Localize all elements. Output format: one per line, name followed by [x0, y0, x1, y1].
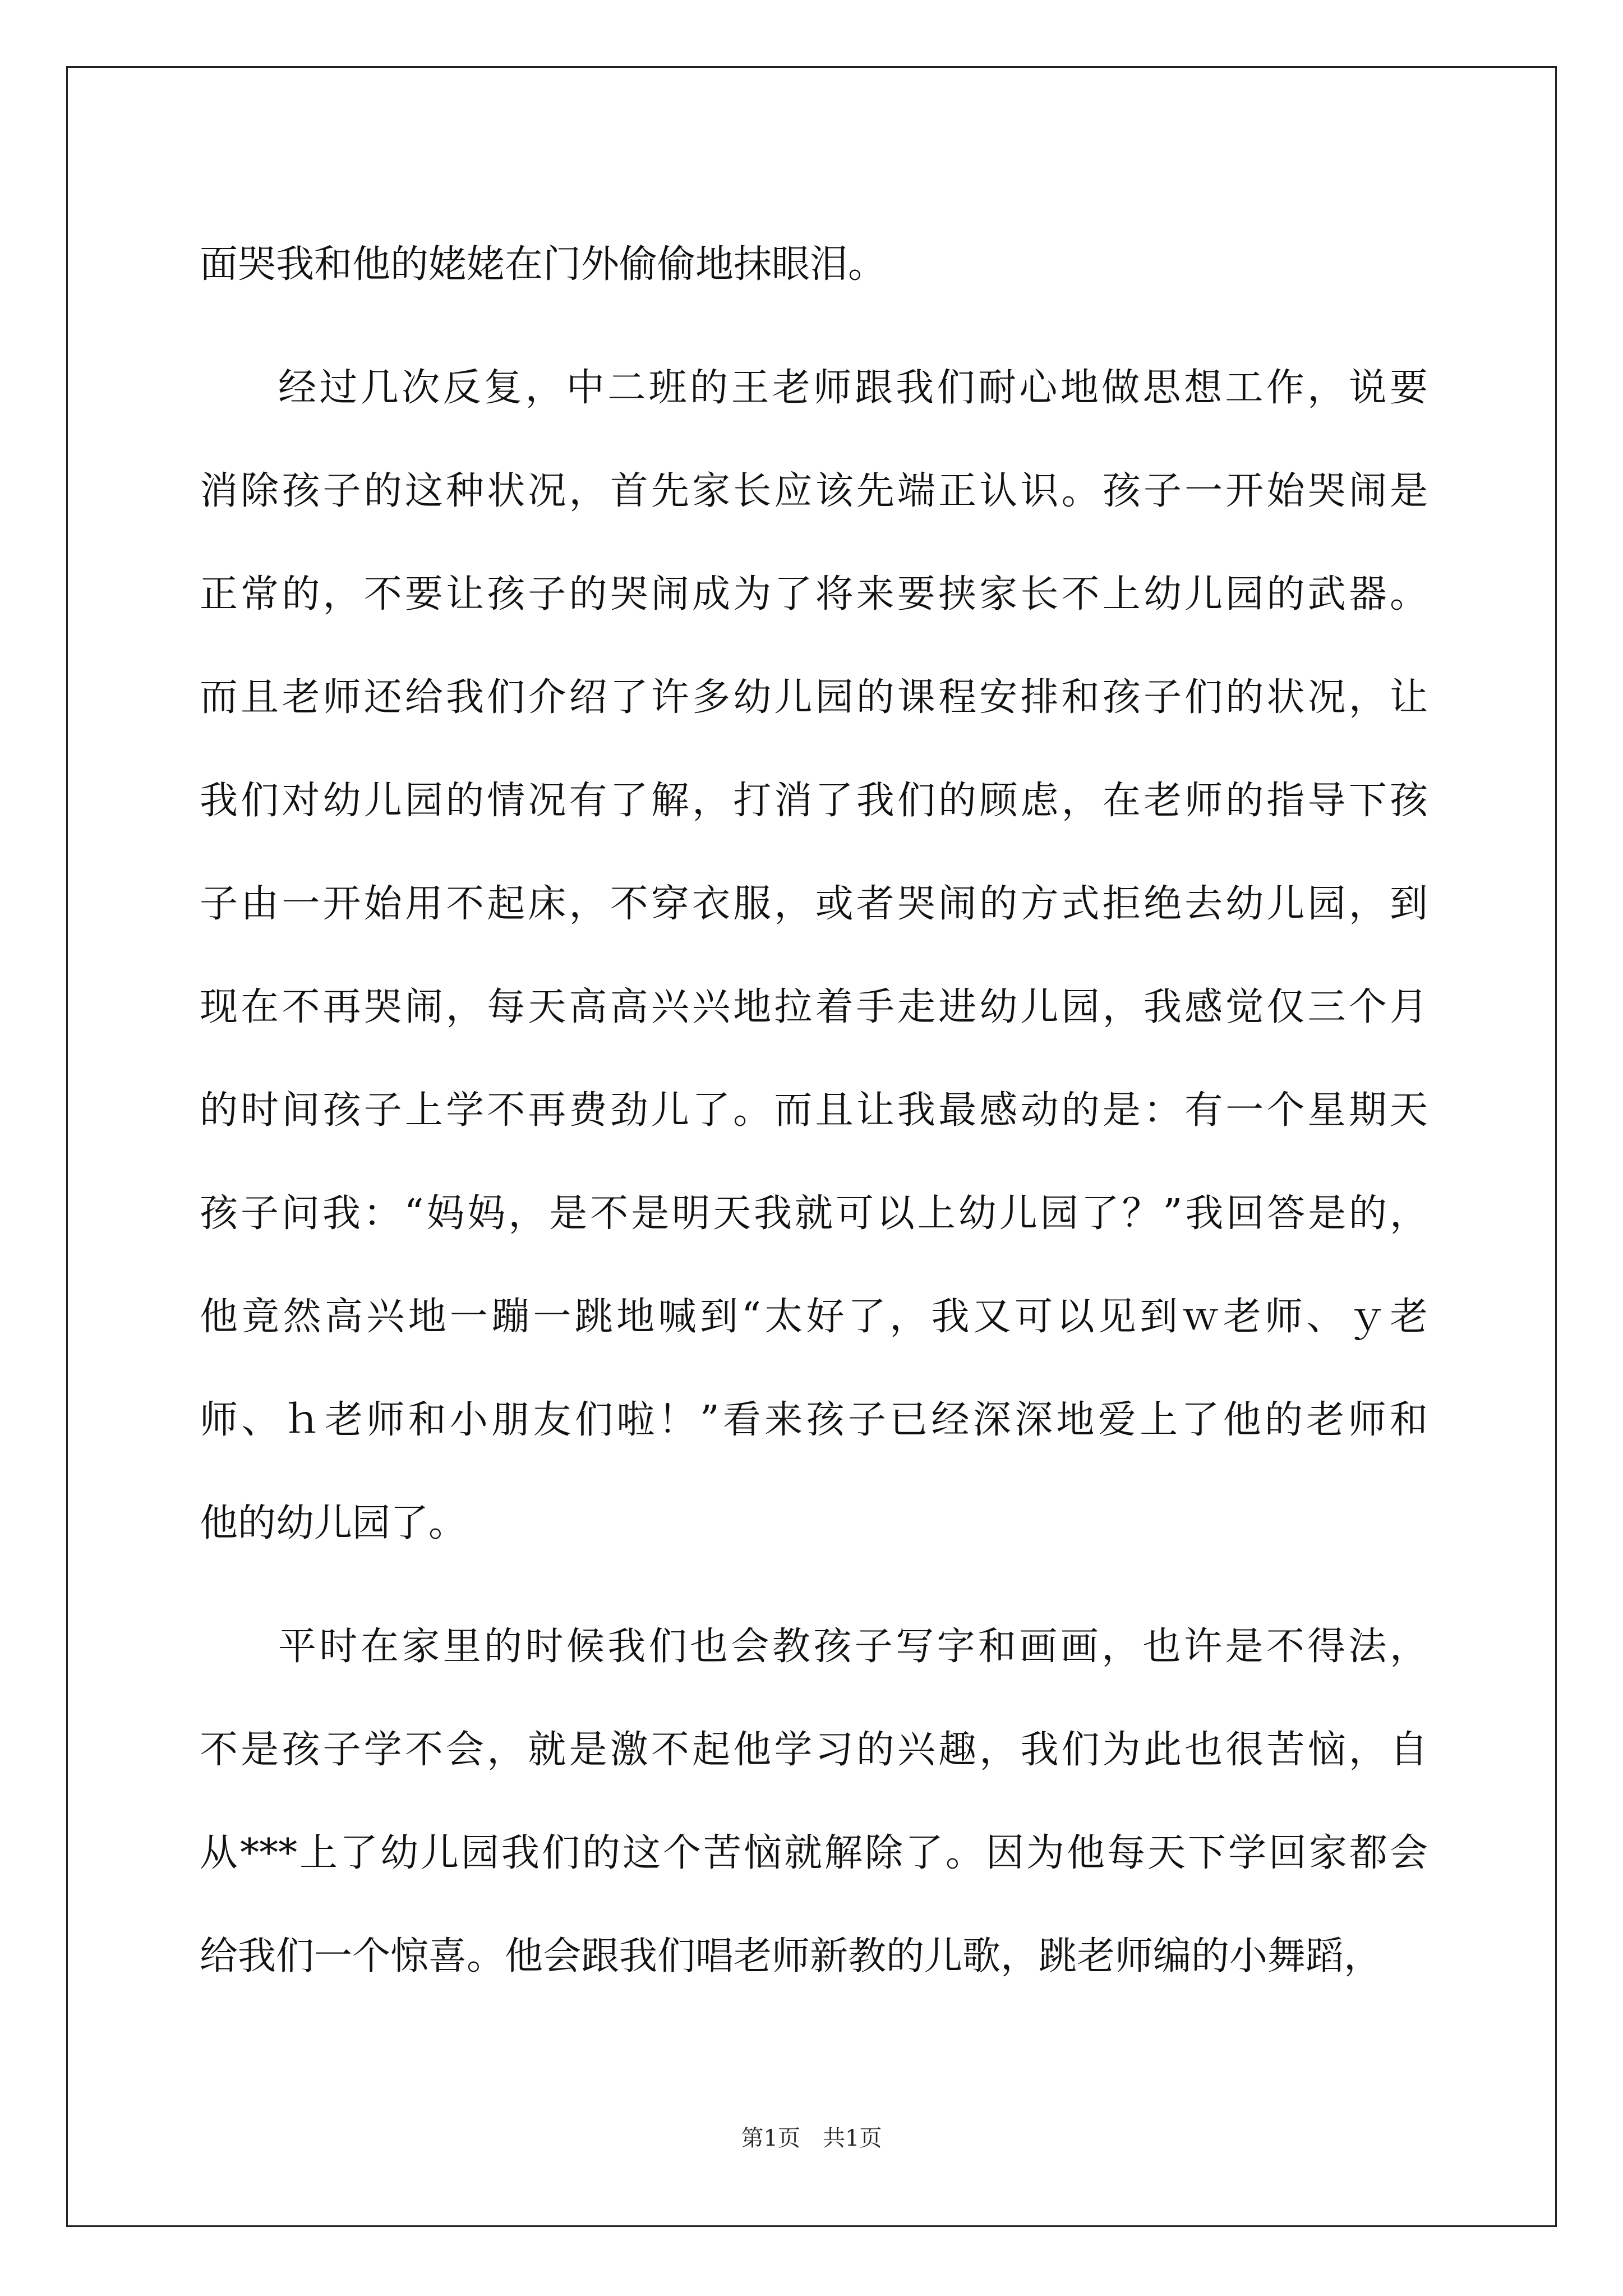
paragraph [200, 213, 1428, 316]
text-line: 正常的，不要让孩子的哭闹成为了将来要挟家长不上幼儿园的武器。 [200, 572, 1428, 616]
text-line: 他的幼儿园了。 [200, 1501, 467, 1545]
text-line: 他竟然高兴地一蹦一跳地喊到“太好了，我又可以见到ｗ老师、ｙ老 [200, 1295, 1428, 1339]
page-number: 第1页 共1页 [741, 2125, 882, 2151]
text-line: 师、ｈ老师和小朋友们啦！”看来孩子已经深深地爱上了他的老师和 [200, 1398, 1428, 1442]
text-line: 消除孩子的这种状况，首先家长应该先端正认识。孩子一开始哭闹是 [200, 469, 1428, 513]
text-line: 面哭我和他的姥姥在门外偷偷地抹眼泪。 [200, 242, 887, 287]
text-line: 不是孩子学不会，就是激不起他学习的兴趣，我们为此也很苦恼，自 [200, 1728, 1428, 1772]
text-line: 给我们一个惊喜。他会跟我们唱老师新教的儿歌，跳老师编的小舞蹈， [200, 1934, 1382, 1978]
text-line: 现在不再哭闹，每天高高兴兴地拉着手走进幼儿园，我感觉仅三个月 [200, 985, 1428, 1029]
text-line: 子由一开始用不起床，不穿衣服，或者哭闹的方式拒绝去幼儿园，到 [200, 882, 1428, 926]
text-line: 从***上了幼儿园我们的这个苦恼就解除了。因为他每天下学回家都会 [200, 1831, 1428, 1875]
text-line: 孩子问我：“妈妈，是不是明天我就可以上幼儿园了？”我回答是的， [200, 1191, 1428, 1236]
document-body [200, 213, 1428, 2008]
text-line: 经过几次反复，中二班的王老师跟我们耐心地做思想工作，说要 [278, 366, 1428, 410]
text-line: 平时在家里的时候我们也会教孩子写字和画画，也许是不得法， [278, 1625, 1428, 1669]
text-line: 的时间孩子上学不再费劲儿了。而且让我最感动的是：有一个星期天 [200, 1088, 1428, 1133]
paragraph [200, 1595, 1428, 2008]
page-footer [0, 2120, 1623, 2152]
paragraph-gap [200, 316, 1428, 337]
paragraph-gap [200, 1575, 1428, 1595]
paragraph [200, 337, 1428, 1575]
text-line: 我们对幼儿园的情况有了解，打消了我们的顾虑，在老师的指导下孩 [200, 779, 1428, 823]
text-line: 而且老师还给我们介绍了许多幼儿园的课程安排和孩子们的状况，让 [200, 675, 1428, 720]
